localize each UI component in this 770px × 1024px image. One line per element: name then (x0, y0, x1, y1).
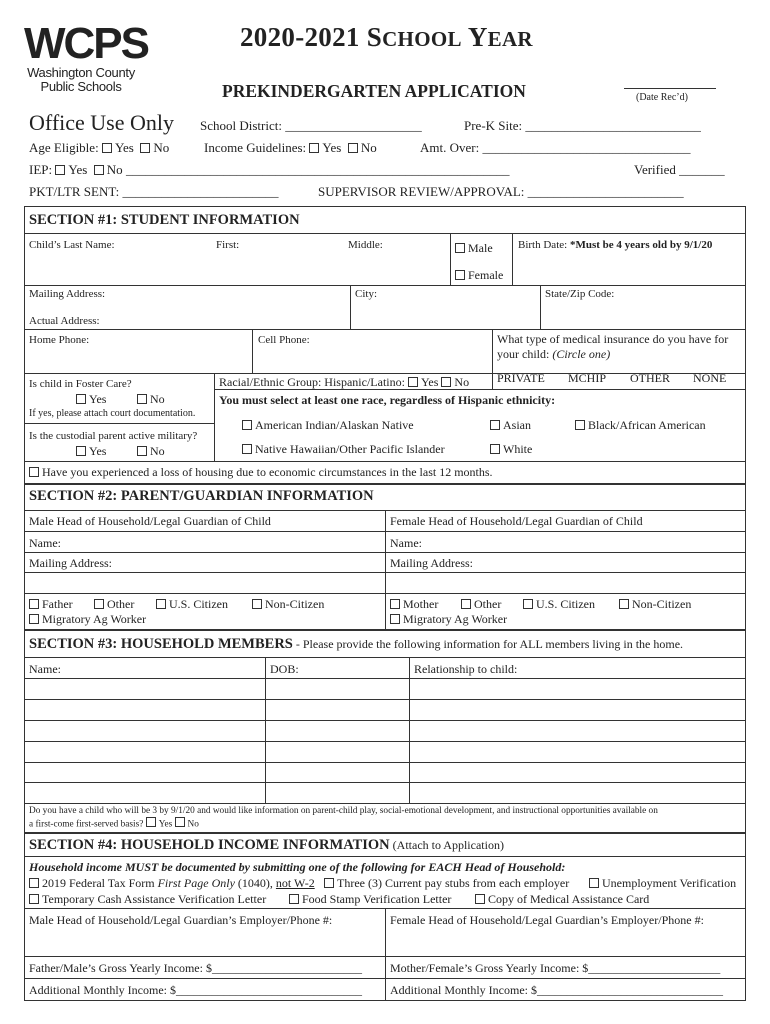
child-first-name-label: First: (216, 239, 240, 251)
foster-note: If yes, please attach court documentation. (29, 408, 196, 419)
race-white-option[interactable] (490, 442, 532, 457)
father-label: Father (42, 597, 73, 611)
race-black-option[interactable] (575, 418, 706, 433)
military-no-label: No (150, 444, 165, 458)
age-eligible-yes-label: Yes (114, 140, 134, 155)
female-noncitizen-label: Non-Citizen (632, 597, 692, 611)
male-citizen-checkbox[interactable] (156, 599, 166, 609)
section4-title-row (29, 836, 504, 854)
pkt-ltr-sent-field[interactable]: PKT/LTR SENT: ________________________ (29, 184, 279, 199)
section3-note: - Please provide the following information for ALL members living in the home. (292, 637, 684, 651)
birth-date-label (518, 239, 712, 251)
female-migratory-label: Migratory Ag Worker (403, 612, 508, 626)
tax-form-option[interactable] (29, 876, 315, 891)
tca-checkbox[interactable] (29, 894, 39, 904)
section3-title: SECTION #3: HOUSEHOLD MEMBERS (29, 636, 293, 652)
medical-card-label: Copy of Medical Assistance Card (488, 892, 650, 906)
male-other-checkbox[interactable] (94, 599, 104, 609)
child-middle-name-label: Middle: (348, 239, 383, 251)
table-row[interactable] (24, 741, 746, 742)
income-guidelines-label: Income Guidelines: (204, 140, 307, 155)
insurance-mchip[interactable]: MCHIP (568, 371, 607, 385)
housing-loss-label: Have you experienced a loss of housing due to economic circumstances in the last 12 months. (42, 465, 493, 479)
tax-form-not-w2: not W-2 (275, 876, 315, 890)
father-checkbox[interactable] (29, 599, 39, 609)
race-native-checkbox[interactable] (242, 420, 252, 430)
female-citizen-label: U.S. Citizen (536, 597, 595, 611)
unemployment-checkbox[interactable] (589, 878, 599, 888)
mother-label: Mother (403, 597, 439, 611)
foster-no-label: No (150, 392, 165, 406)
female-migratory-checkbox[interactable] (390, 614, 400, 624)
school-district-field[interactable]: School District: _____________________ (200, 118, 422, 133)
verified-field[interactable]: Verified _______ (634, 162, 725, 177)
male-mailing-label: Mailing Address: (29, 556, 112, 570)
tax-form-checkbox[interactable] (29, 878, 39, 888)
hispanic-no-label: No (454, 375, 470, 389)
race-black-label: Black/African American (588, 418, 706, 432)
city-label: City: (355, 288, 378, 300)
father-option[interactable] (29, 597, 73, 612)
amount-over-field[interactable]: Amt. Over: ________________________________ (420, 140, 691, 155)
iep-row (29, 162, 509, 178)
three-year-no-label: No (187, 819, 199, 830)
female-checkbox[interactable] (455, 270, 465, 280)
female-noncitizen-checkbox[interactable] (619, 599, 629, 609)
military-yes-checkbox[interactable] (76, 446, 86, 456)
female-other-checkbox[interactable] (461, 599, 471, 609)
female-other-label: Other (474, 597, 502, 611)
male-noncitizen-label: Non-Citizen (265, 597, 325, 611)
male-citizen-label: U.S. Citizen (169, 597, 228, 611)
income-instruction: Household income MUST be documented by submitting one of the following for EACH Head of Household: (29, 860, 566, 874)
section4-note: (Attach to Application) (389, 838, 504, 852)
female-option[interactable] (455, 268, 503, 283)
foster-yes-checkbox[interactable] (76, 394, 86, 404)
tca-option[interactable] (29, 892, 266, 907)
circle-one-note: (Circle one) (552, 347, 611, 361)
female-citizen-checkbox[interactable] (523, 599, 533, 609)
age-eligible-no-checkbox[interactable] (140, 143, 150, 153)
application-subtitle: PREKINDERGARTEN APPLICATION (222, 81, 526, 101)
table-row[interactable] (24, 720, 746, 721)
medical-card-option[interactable] (475, 892, 649, 907)
child-last-name-label: Child’s Last Name: (29, 239, 115, 251)
title-ear: EAR (487, 27, 533, 51)
race-hawaiian-label: Native Hawaiian/Other Pacific Islander (255, 442, 445, 456)
hispanic-row (219, 375, 469, 390)
paystubs-option[interactable] (324, 876, 569, 891)
insurance-question (497, 332, 728, 362)
iep-yes-checkbox[interactable] (55, 165, 65, 175)
iep-yes-label: Yes (68, 162, 88, 177)
insurance-question-line1: What type of medical insurance do you have for (497, 332, 729, 346)
foster-yes-label: Yes (89, 392, 107, 406)
tca-label: Temporary Cash Assistance Verification Letter (42, 892, 267, 906)
date-received-label: (Date Rec’d) (636, 92, 688, 103)
female-label: Female (468, 268, 504, 282)
section2-title: SECTION #2: PARENT/GUARDIAN INFORMATION (29, 488, 374, 504)
title-s: S (366, 22, 383, 52)
military-yes-label: Yes (89, 444, 107, 458)
female-citizen-option[interactable] (523, 597, 595, 612)
age-eligible-yes-checkbox[interactable] (102, 143, 112, 153)
race-black-checkbox[interactable] (575, 420, 585, 430)
iep-no-checkbox[interactable] (94, 165, 104, 175)
three-year-no-checkbox[interactable] (175, 817, 185, 827)
three-year-yes-checkbox[interactable] (146, 817, 156, 827)
hispanic-question: Racial/Ethnic Group: Hispanic/Latino: (219, 375, 405, 389)
female-noncitizen-option[interactable] (619, 597, 691, 612)
foster-no-checkbox[interactable] (137, 394, 147, 404)
race-asian-label: Asian (503, 418, 531, 432)
birth-date-note: *Must be 4 years old by 9/1/20 (569, 239, 713, 251)
male-name-label: Name: (29, 536, 61, 550)
paystubs-label: Three (3) Current pay stubs from each employer (337, 876, 570, 890)
food-stamp-checkbox[interactable] (289, 894, 299, 904)
race-hawaiian-option[interactable] (242, 442, 445, 457)
three-year-question (29, 806, 658, 831)
income-guidelines-no-label: No (360, 140, 377, 155)
three-year-question-line2: a first-come first-served basis? (29, 819, 144, 830)
female-migratory-option[interactable] (390, 612, 507, 627)
three-year-yes-label: Yes (158, 819, 173, 830)
section1-title: SECTION #1: STUDENT INFORMATION (29, 212, 300, 228)
male-migratory-label: Migratory Ag Worker (42, 612, 147, 626)
foster-no-option[interactable] (137, 392, 165, 407)
mother-option[interactable] (390, 597, 438, 612)
logo-sub-line2: Public Schools (40, 79, 122, 94)
foster-yes-option[interactable] (76, 392, 106, 407)
prek-site-field[interactable]: Pre-K Site: ___________________________ (464, 118, 701, 133)
male-migratory-checkbox[interactable] (29, 614, 39, 624)
male-migratory-option[interactable] (29, 612, 146, 627)
tax-form-first-page: First Page Only (157, 876, 235, 890)
female-employer-label: Female Head of Household/Legal Guardian’s Employer/Phone #: (390, 913, 704, 927)
male-checkbox[interactable] (455, 243, 465, 253)
age-eligible-label: Age Eligible: (29, 140, 99, 155)
race-native-label: American Indian/Alaskan Native (255, 418, 414, 432)
female-gross-income-field[interactable]: Mother/Female’s Gross Yearly Income: $______________________ (390, 961, 721, 975)
male-gross-income-field[interactable]: Father/Male’s Gross Yearly Income: $_________________________ (29, 961, 362, 975)
tax-form-label: 2019 Federal Tax Form (42, 876, 158, 890)
table-row[interactable] (24, 762, 746, 763)
age-eligible-row (29, 140, 169, 156)
paystubs-checkbox[interactable] (324, 878, 334, 888)
race-asian-checkbox[interactable] (490, 420, 500, 430)
race-white-checkbox[interactable] (490, 444, 500, 454)
male-noncitizen-option[interactable] (252, 597, 324, 612)
iep-no-label: No (106, 162, 123, 177)
income-guidelines-yes-checkbox[interactable] (309, 143, 319, 153)
three-year-question-line1: Do you have a child who will be 3 by 9/1/20 and would like information on parent-child play, social-emotional development, and instructional opportunities available on (29, 806, 658, 816)
military-no-option[interactable] (137, 444, 165, 459)
insurance-other[interactable]: OTHER (630, 371, 670, 385)
race-hawaiian-checkbox[interactable] (242, 444, 252, 454)
title-y: Y (467, 22, 488, 52)
race-asian-option[interactable] (490, 418, 531, 433)
title-chool: CHOOL (382, 27, 462, 51)
female-mailing-label: Mailing Address: (390, 556, 473, 570)
member-relationship-header: Relationship to child: (414, 662, 518, 676)
female-head-label: Female Head of Household/Legal Guardian of Child (390, 514, 643, 528)
female-monthly-income-field[interactable]: Additional Monthly Income: $_______________________________ (390, 983, 723, 997)
income-guidelines-yes-label: Yes (322, 140, 342, 155)
female-name-label: Name: (390, 536, 422, 550)
logo-subtitle (26, 66, 136, 94)
hispanic-no-checkbox[interactable] (441, 377, 451, 387)
race-white-label: White (503, 442, 533, 456)
unemployment-label: Unemployment Verification (602, 876, 737, 890)
state-zip-label: State/Zip Code: (545, 288, 615, 300)
male-option[interactable] (455, 241, 493, 256)
military-question: Is the custodial parent active military? (29, 430, 198, 442)
military-yes-option[interactable] (76, 444, 106, 459)
wcps-logo: WCPS (24, 19, 148, 68)
income-guidelines-no-checkbox[interactable] (348, 143, 358, 153)
office-use-label: Office Use Only (29, 110, 174, 135)
table-row[interactable] (24, 678, 746, 679)
male-employer-label: Male Head of Household/Legal Guardian’s Employer/Phone #: (29, 913, 333, 927)
iep-label: IEP: (29, 162, 53, 177)
male-other-label: Other (107, 597, 135, 611)
table-row[interactable] (24, 803, 746, 804)
unemployment-option[interactable] (589, 876, 736, 891)
mailing-address-label: Mailing Address: (29, 288, 106, 300)
male-head-label: Male Head of Household/Legal Guardian of Child (29, 514, 271, 528)
race-native-option[interactable] (242, 418, 414, 433)
home-phone-label: Home Phone: (29, 334, 90, 346)
birth-date-text: Birth Date: (518, 239, 568, 251)
military-no-checkbox[interactable] (137, 446, 147, 456)
male-monthly-income-field[interactable]: Additional Monthly Income: $_______________________________ (29, 983, 362, 997)
food-stamp-label: Food Stamp Verification Letter (302, 892, 452, 906)
insurance-none[interactable]: NONE (693, 371, 727, 385)
table-row[interactable] (24, 782, 746, 783)
female-other-option[interactable] (461, 597, 501, 612)
male-label: Male (468, 241, 493, 255)
medical-card-checkbox[interactable] (475, 894, 485, 904)
cell-phone-label: Cell Phone: (258, 334, 310, 346)
member-name-header: Name: (29, 662, 61, 676)
income-guidelines-row (204, 140, 377, 156)
male-citizen-option[interactable] (156, 597, 228, 612)
hispanic-yes-label: Yes (420, 375, 439, 389)
race-instruction: You must select at least one race, regardless of Hispanic ethnicity: (219, 393, 556, 407)
age-eligible-no-label: No (153, 140, 170, 155)
supervisor-approval-field[interactable]: SUPERVISOR REVIEW/APPROVAL: ________________________ (318, 184, 684, 199)
page-title (240, 22, 533, 53)
logo-sub-line1: Washington County (27, 65, 135, 80)
title-year: 2020-2021 (240, 22, 360, 52)
insurance-private[interactable]: PRIVATE (497, 371, 545, 385)
male-other-option[interactable] (94, 597, 134, 612)
actual-address-label: Actual Address: (29, 315, 100, 327)
housing-loss-option[interactable] (29, 465, 493, 480)
male-noncitizen-checkbox[interactable] (252, 599, 262, 609)
tax-form-1040: (1040), (234, 876, 276, 890)
member-dob-header: DOB: (270, 662, 299, 676)
section3-title-row (29, 635, 683, 653)
table-row[interactable] (24, 699, 746, 700)
food-stamp-option[interactable] (289, 892, 451, 907)
section4-title: SECTION #4: HOUSEHOLD INCOME INFORMATION (29, 837, 390, 853)
insurance-question-line2: your child: (497, 347, 550, 361)
iep-line[interactable]: ___________________________________________________________ (125, 162, 510, 177)
housing-loss-checkbox[interactable] (29, 467, 39, 477)
hispanic-yes-checkbox[interactable] (408, 377, 418, 387)
foster-care-question: Is child in Foster Care? (29, 378, 132, 390)
mother-checkbox[interactable] (390, 599, 400, 609)
